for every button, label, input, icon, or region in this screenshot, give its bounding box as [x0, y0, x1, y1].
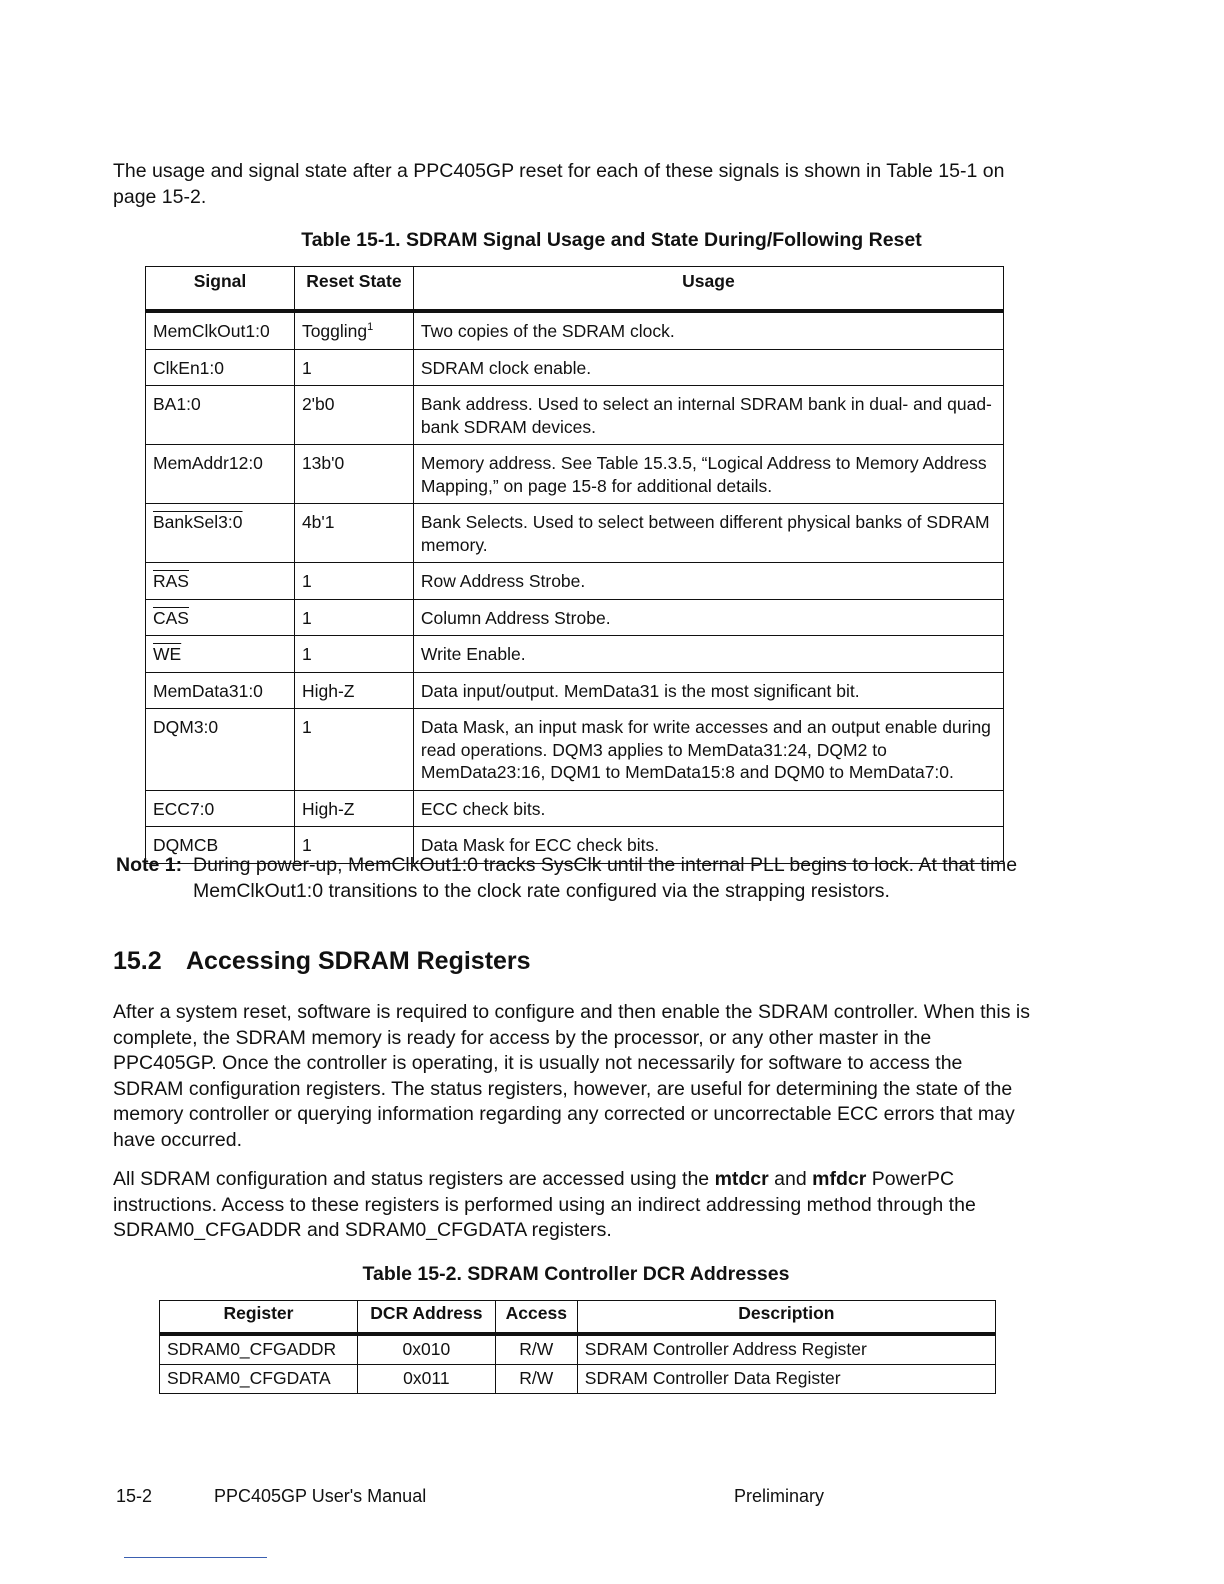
signal-cell: $\overline{RAS}$	[146, 563, 295, 600]
section-number: 15.2	[113, 947, 162, 975]
register-cell: SDRAM0_CFGDATA	[160, 1365, 358, 1394]
table-row	[146, 599, 1004, 636]
usage-cell: ECC check bits.	[413, 790, 1003, 827]
table-row	[146, 349, 1004, 386]
description-cell: SDRAM Controller Data Register	[577, 1365, 995, 1394]
sdram-signal-table	[145, 266, 1004, 864]
signal-cell: MemAddr12:0	[146, 445, 295, 504]
footer-manual-title: PPC405GP User's Manual	[214, 1486, 427, 1506]
address-cell: 0x010	[357, 1334, 495, 1365]
address-cell: 0x011	[357, 1365, 495, 1394]
usage-cell: SDRAM clock enable.	[413, 349, 1003, 386]
reset-state-cell: 4b'1	[294, 504, 413, 563]
usage-cell: Row Address Strobe.	[413, 563, 1003, 600]
table-row	[146, 386, 1004, 445]
header-register: Register	[160, 1301, 358, 1335]
reset-state-cell: Toggling$^1$	[294, 311, 413, 349]
access-cell: R/W	[495, 1365, 577, 1394]
reset-state-cell: 1	[294, 709, 413, 791]
usage-cell: Two copies of the SDRAM clock.	[413, 311, 1003, 349]
signal-cell: ECC7:0	[146, 790, 295, 827]
signal-cell: MemClkOut1:0	[146, 311, 295, 349]
body-paragraph-2: All SDRAM configuration and status registers are accessed using the mtdcr and mfdcr PowerPC instructions. Access to these registers is performed using an indirect addressing method through the SDRAM0_CFGADDR and SDRAM0_CFGDATA registers.	[113, 1168, 976, 1241]
table2-caption: Table 15-2. SDRAM Controller DCR Addresses	[362, 1263, 790, 1285]
usage-cell: Bank Selects. Used to select between different physical banks of SDRAM memory.	[413, 504, 1003, 563]
register-cell: SDRAM0_CFGADDR	[160, 1334, 358, 1365]
reset-state-cell: 13b'0	[294, 445, 413, 504]
table-row	[146, 672, 1004, 709]
reset-state-cell: 1	[294, 599, 413, 636]
signal-cell: DQMCB	[146, 827, 295, 864]
dcr-address-table	[159, 1300, 996, 1394]
reset-state-cell: High-Z	[294, 672, 413, 709]
table-row	[146, 709, 1004, 791]
footnote-marker: 1	[367, 321, 374, 334]
header-usage: Usage	[413, 267, 1003, 312]
access-cell: R/W	[495, 1334, 577, 1365]
reset-state-cell: 1	[294, 563, 413, 600]
table-row	[146, 563, 1004, 600]
mfdcr-instruction: mfdcr	[812, 1168, 867, 1190]
intro-paragraph: The usage and signal state after a PPC405GP reset for each of these signals is shown in Table 15-1 on page 15-2.	[113, 160, 1005, 208]
signal-cell: DQM3:0	[146, 709, 295, 791]
table-row	[160, 1365, 996, 1394]
footer-page-number: 15-2	[116, 1486, 153, 1506]
table-row	[146, 311, 1004, 349]
table-row	[146, 636, 1004, 673]
table-row	[146, 504, 1004, 563]
signal-cell: BA1:0	[146, 386, 295, 445]
signal-cell: ClkEn1:0	[146, 349, 295, 386]
reset-state-cell: High-Z	[294, 790, 413, 827]
header-dcr-address: DCR Address	[357, 1301, 495, 1335]
reset-state-cell: 1	[294, 827, 413, 864]
header-reset-state: Reset State	[294, 267, 413, 312]
usage-cell: Write Enable.	[413, 636, 1003, 673]
header-signal: Signal	[146, 267, 295, 312]
signal-cell: MemData31:0	[146, 672, 295, 709]
signal-cell: $\overline{WE}$	[146, 636, 295, 673]
signal-cell: BankSel3:0	[146, 504, 295, 563]
header-access: Access	[495, 1301, 577, 1335]
section-title: Accessing SDRAM Registers	[186, 947, 531, 975]
note-text: During power-up, MemClkOut1:0 tracks SysClk until the internal PLL begins to lock. At that time MemClkOut1:0 transitions to the clock rate configured via the strapping resistors.	[193, 854, 1018, 902]
section-heading	[113, 947, 531, 976]
table-footnote	[116, 853, 1046, 902]
table-header-row	[146, 267, 1004, 312]
mtdcr-instruction: mtdcr	[714, 1168, 769, 1190]
usage-cell: Data input/output. MemData31 is the most significant bit.	[413, 672, 1003, 709]
usage-cell: Bank address. Used to select an internal SDRAM bank in dual- and quad-bank SDRAM devices.	[413, 386, 1003, 445]
note-label: Note 1:	[116, 854, 183, 876]
reset-state-cell: 2'b0	[294, 386, 413, 445]
signal-cell: $\overline{CAS}$	[146, 599, 295, 636]
body-paragraph-1: After a system reset, software is required to configure and then enable the SDRAM controller. When this is complete, the SDRAM memory is ready for access by the processor, or any other master in the PPC405GP. Once the controller is operating, it is usually not necessarily for software to access the SDRAM configuration registers. The status registers, however, are useful for determining the state of the memory controller or querying information regarding any corrected or uncorrectable ECC errors that may have occurred.	[113, 1001, 1030, 1151]
footer-status: Preliminary	[734, 1486, 825, 1506]
description-cell: SDRAM Controller Address Register	[577, 1334, 995, 1365]
table-header-row	[160, 1301, 996, 1335]
reset-state-cell: 1	[294, 349, 413, 386]
usage-cell: Data Mask for ECC check bits.	[413, 827, 1003, 864]
usage-cell: Column Address Strobe.	[413, 599, 1003, 636]
table-row	[146, 790, 1004, 827]
header-description: Description	[577, 1301, 995, 1335]
scan-artifact-line	[124, 1557, 267, 1558]
table-row	[146, 445, 1004, 504]
table1-caption: Table 15-1. SDRAM Signal Usage and State During/Following Reset	[301, 229, 922, 251]
usage-cell: Data Mask, an input mask for write accesses and an output enable during read operations. DQM3 applies to MemData31:24, DQM2 to MemData23:16, DQM1 to MemData15:8 and DQM0 to MemData7:0.	[413, 709, 1003, 791]
reset-state-cell: 1	[294, 636, 413, 673]
usage-cell: Memory address. See Table 15.3.5, “Logical Address to Memory Address Mapping,” on page 15-8 for additional details.	[413, 445, 1003, 504]
table-row	[160, 1334, 996, 1365]
